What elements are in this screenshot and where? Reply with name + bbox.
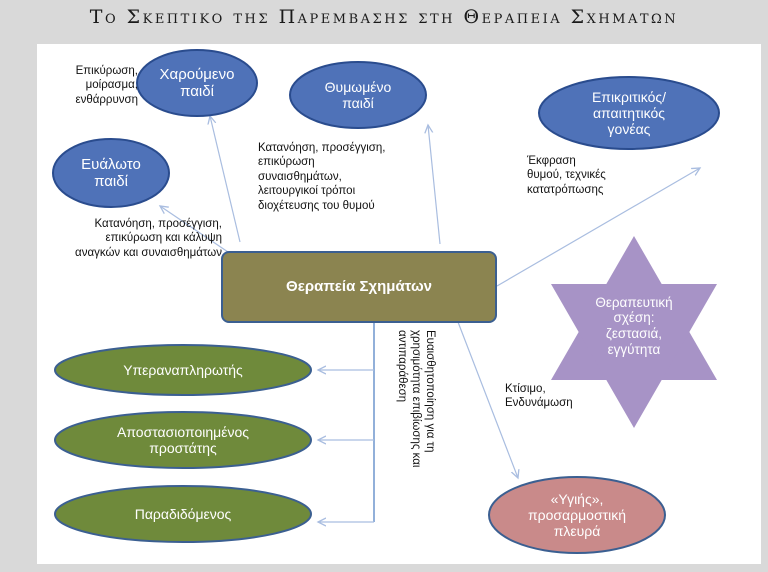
healthy-adult-note: Κτίσιμο, Ενδυνάμωση [505, 383, 573, 410]
overcompensator-node: Υπεραναπληρωτής [123, 361, 243, 378]
critical-parent-note: Έκφραση θυμού, τεχνικές κατατρόπωσης [527, 155, 606, 196]
therapeutic-relationship-node: Θεραπευτική σχέση: ζεστασιά, εγγύτητα [595, 294, 673, 357]
coping-modes-note: Ευαισθητοποίηση για τη χρησιμότητα επιβίωσης και αντιπαράθεση [396, 330, 436, 468]
happy-child-note: Επικύρωση, μοίρασμα, ενθάρρυνση [75, 65, 138, 106]
critical-parent-node: Επικριτικός/ απαιτητικός γονέας [591, 88, 667, 138]
arrow-to-angry-child [428, 125, 440, 244]
center-node: Θεραπεία Σχημάτων [286, 278, 432, 296]
angry-child-node: Θυμωμένο παιδί [324, 78, 392, 111]
happy-child-node: Χαρούμενο παιδί [159, 65, 235, 100]
vulnerable-child-node: Ευάλωτο παιδί [81, 155, 141, 190]
vulnerable-child-note: Κατανόηση, προσέγγιση, επικύρωση και κάλυψη αναγκών και συναισθημάτων [75, 218, 222, 259]
detached-protector-node: Αποστασιοποιημένος προστάτης [117, 423, 249, 456]
surrender-node: Παραδιδόμενος [134, 505, 232, 522]
diagram-title: Το Σκεπτικο της Παρεμβασης στη Θεραπεια Σχηματων [89, 6, 679, 28]
healthy-adult-node: «Υγιής», προσαρμοστική πλευρά [527, 490, 627, 540]
angry-child-note: Κατανόηση, προσέγγιση, επικύρωση συναισθημάτων, λειτουργικοί τρόποι διοχέτευσης του θυμού [258, 142, 386, 212]
